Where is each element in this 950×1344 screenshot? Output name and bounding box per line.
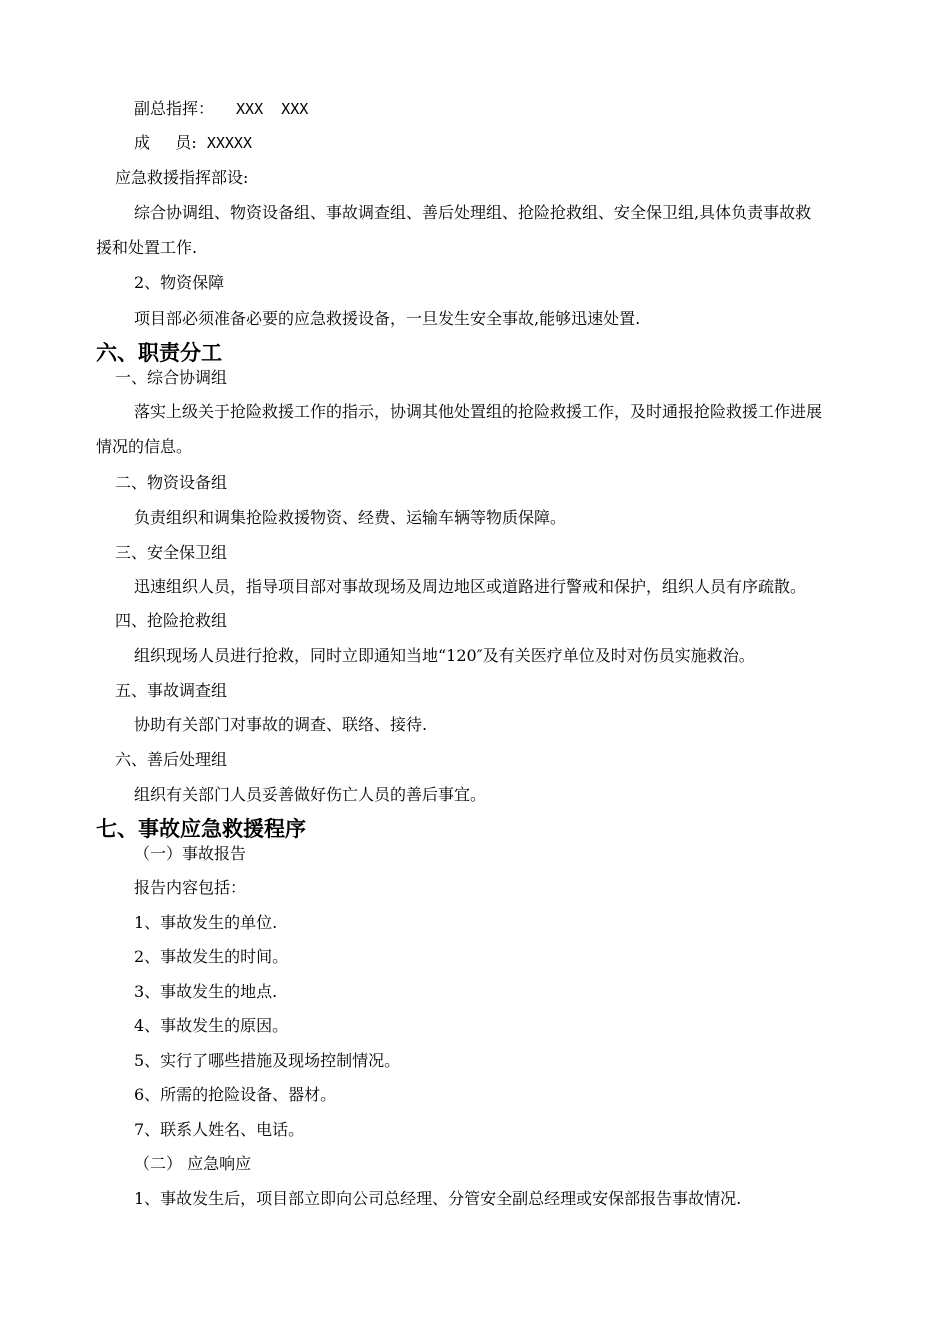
- group-2-text: 负责组织和调集抢险救援物资、经费、运输车辆等物质保障。: [134, 508, 567, 527]
- report-item-5: 5、实行了哪些措施及现场控制情况。: [134, 1051, 401, 1070]
- group-5-text: 协助有关部门对事故的调查、联络、接待.: [134, 715, 428, 734]
- group-1-title: 一、综合协调组: [115, 368, 228, 387]
- report-item-6: 6、所需的抢险设备、器材。: [134, 1085, 337, 1104]
- member-value: XXXXX: [206, 134, 252, 152]
- group-4-title: 四、抢险抢救组: [115, 611, 228, 630]
- group-2-title: 二、物资设备组: [115, 473, 228, 492]
- setup-label: 应急救援指挥部设:: [115, 168, 249, 187]
- groups-line-1: 综合协调组、物资设备组、事故调查组、善后处理组、抢险抢救组、安全保卫组,具体负责事故救: [134, 203, 812, 222]
- report-title: （一）事故报告: [134, 844, 247, 863]
- group-3-text: 迅速组织人员，指导项目部对事故现场及周边地区或道路进行警戒和保护，组织人员有序疏散。: [134, 577, 807, 596]
- deputy-value: XXX XXX: [236, 100, 309, 118]
- section-6-heading: 六、职责分工: [96, 341, 222, 365]
- report-item-2: 2、事故发生的时间。: [134, 947, 289, 966]
- section-7-heading: 七、事故应急救援程序: [96, 817, 306, 841]
- group-5-title: 五、事故调查组: [115, 681, 228, 700]
- response-item-1: 1、事故发生后，项目部立即向公司总经理、分管安全副总经理或安保部报告事故情况.: [134, 1189, 742, 1208]
- groups-line-2: 援和处置工作.: [96, 238, 198, 257]
- group-3-title: 三、安全保卫组: [115, 543, 228, 562]
- supply-title: 2、物资保障: [134, 273, 225, 292]
- response-title: （二） 应急响应: [134, 1154, 252, 1173]
- report-item-3: 3、事故发生的地点.: [134, 982, 278, 1001]
- member-line: [134, 132, 252, 154]
- group-1-text-line-2: 情况的信息。: [96, 437, 193, 456]
- report-item-1: 1、事故发生的单位.: [134, 913, 278, 932]
- member-label: 成 员:: [134, 133, 197, 152]
- group-1-text-line-1: 落实上级关于抢险救援工作的指示，协调其他处置组的抢险救援工作，及时通报抢险救援工作进展: [134, 402, 823, 421]
- group-4-text: 组织现场人员进行抢救，同时立即通知当地“120″及有关医疗单位及时对伤员实施救治。: [134, 646, 755, 665]
- deputy-label: 副总指挥：: [134, 99, 215, 118]
- report-item-7: 7、联系人姓名、电话。: [134, 1120, 305, 1139]
- supply-text: 项目部必须准备必要的应急救援设备，一旦发生安全事故,能够迅速处置.: [134, 309, 641, 328]
- group-6-title: 六、善后处理组: [115, 750, 228, 769]
- report-intro: 报告内容包括：: [134, 878, 247, 897]
- report-item-4: 4、事故发生的原因。: [134, 1016, 289, 1035]
- deputy-commander-line: [134, 98, 308, 120]
- group-6-text: 组织有关部门人员妥善做好伤亡人员的善后事宜。: [134, 785, 487, 804]
